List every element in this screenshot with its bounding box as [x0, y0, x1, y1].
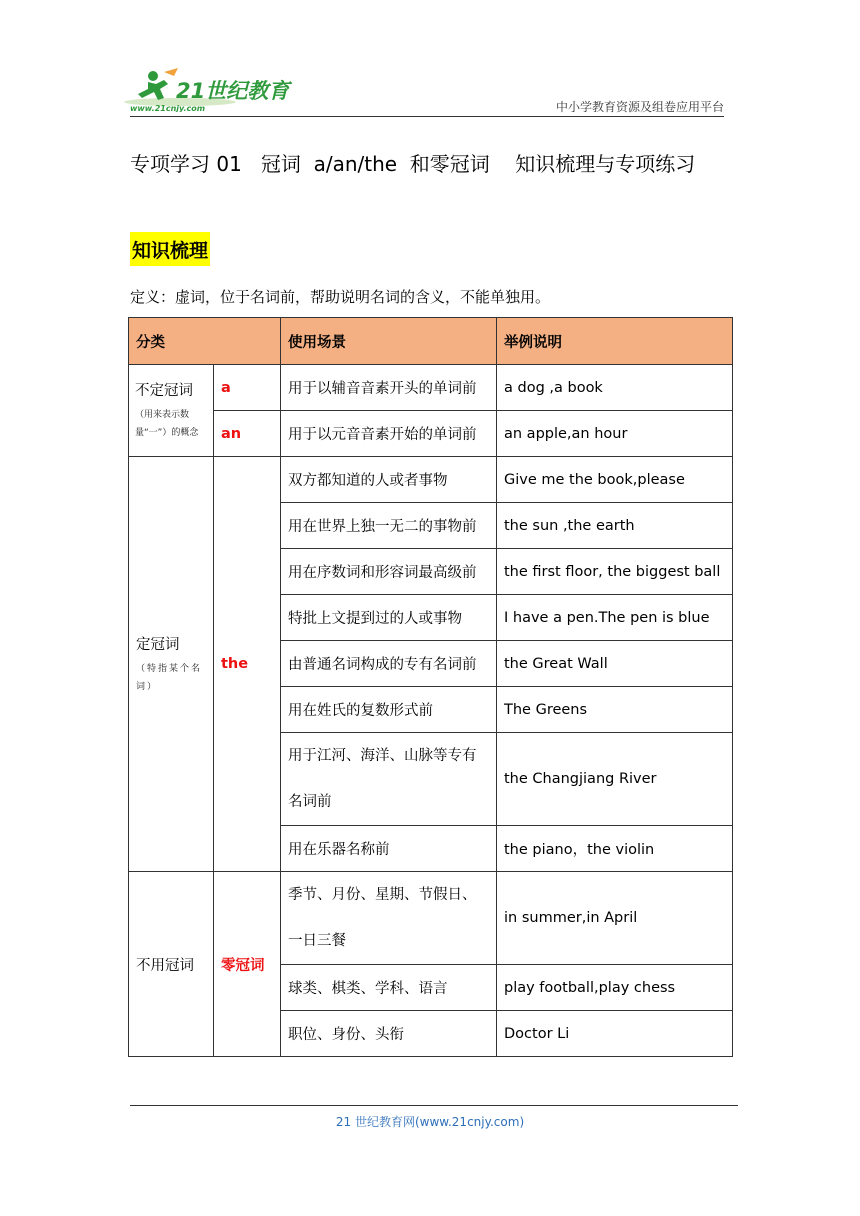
usage-cell: 双方都知道的人或者事物 [281, 457, 497, 503]
article-table [128, 317, 733, 1057]
header-example: 举例说明 [497, 318, 733, 365]
page-title: 专项学习 01 冠词 a/an/the 和零冠词 知识梳理与专项练习 [130, 152, 696, 176]
footer-divider [130, 1105, 738, 1106]
usage-cell: 用于江河、海洋、山脉等专有名词前 [281, 733, 497, 826]
footer-link[interactable]: 21 世纪教育网(www.21cnjy.com) [335, 1115, 525, 1129]
example-cell: a dog ,a book [497, 365, 733, 411]
usage-cell: 球类、棋类、学科、语言 [281, 965, 497, 1011]
usage-cell: 用在世界上独一无二的事物前 [281, 503, 497, 549]
page-header [120, 62, 724, 120]
article-zero: 零冠词 [214, 872, 281, 1057]
logo-text: 21世纪教育 [176, 79, 290, 103]
header-category: 分类 [129, 318, 281, 365]
header-divider [130, 116, 724, 117]
example-cell: play football,play chess [497, 965, 733, 1011]
table-header-row [129, 318, 733, 365]
article-the: the [214, 457, 281, 872]
group-name: 定冠词 [136, 636, 180, 653]
table-row [129, 457, 733, 503]
group-note: （用来表示数量“一”）的概念 [135, 410, 199, 438]
usage-cell: 用在姓氏的复数形式前 [281, 687, 497, 733]
table-row [129, 411, 733, 457]
usage-cell: 用于以元音音素开始的单词前 [281, 411, 497, 457]
usage-cell: 用在序数词和形容词最高级前 [281, 549, 497, 595]
usage-cell: 职位、身份、头衔 [281, 1011, 497, 1057]
header-usage: 使用场景 [281, 318, 497, 365]
group-indefinite [129, 365, 214, 457]
usage-cell: 用在乐器名称前 [281, 826, 497, 872]
usage-cell: 季节、月份、星期、节假日、一日三餐 [281, 872, 497, 965]
table-row [129, 365, 733, 411]
group-zero [129, 872, 214, 1057]
usage-cell: 特批上文提到过的人或事物 [281, 595, 497, 641]
example-cell: Doctor Li [497, 1011, 733, 1057]
example-cell: the piano，the violin [497, 826, 733, 872]
usage-cell: 由普通名词构成的专有名词前 [281, 641, 497, 687]
table-row [129, 872, 733, 965]
example-cell: Give me the book,please [497, 457, 733, 503]
example-cell: the sun ,the earth [497, 503, 733, 549]
logo-url: www.21cnjy.com [130, 104, 206, 112]
example-cell: the Great Wall [497, 641, 733, 687]
example-cell: I have a pen.The pen is blue [497, 595, 733, 641]
group-note: （特指某个名词） [136, 663, 203, 692]
article-an: an [214, 411, 281, 457]
example-cell: the first floor, the biggest ball [497, 549, 733, 595]
group-name: 不定冠词 [135, 383, 193, 399]
example-cell: The Greens [497, 687, 733, 733]
example-cell: in summer,in April [497, 872, 733, 965]
definition-text: 定义：虚词，位于名词前，帮助说明名词的含义，不能单独用。 [130, 288, 551, 306]
article-a: a [214, 365, 281, 411]
example-cell: an apple,an hour [497, 411, 733, 457]
group-name: 不用冠词 [136, 957, 194, 974]
example-cell: the Changjiang River [497, 733, 733, 826]
group-definite [129, 457, 214, 872]
usage-cell: 用于以辅音音素开头的单词前 [281, 365, 497, 411]
section-heading: 知识梳理 [130, 232, 210, 266]
logo-21cnjy [120, 62, 300, 112]
platform-name: 中小学教育资源及组卷应用平台 [555, 100, 724, 114]
